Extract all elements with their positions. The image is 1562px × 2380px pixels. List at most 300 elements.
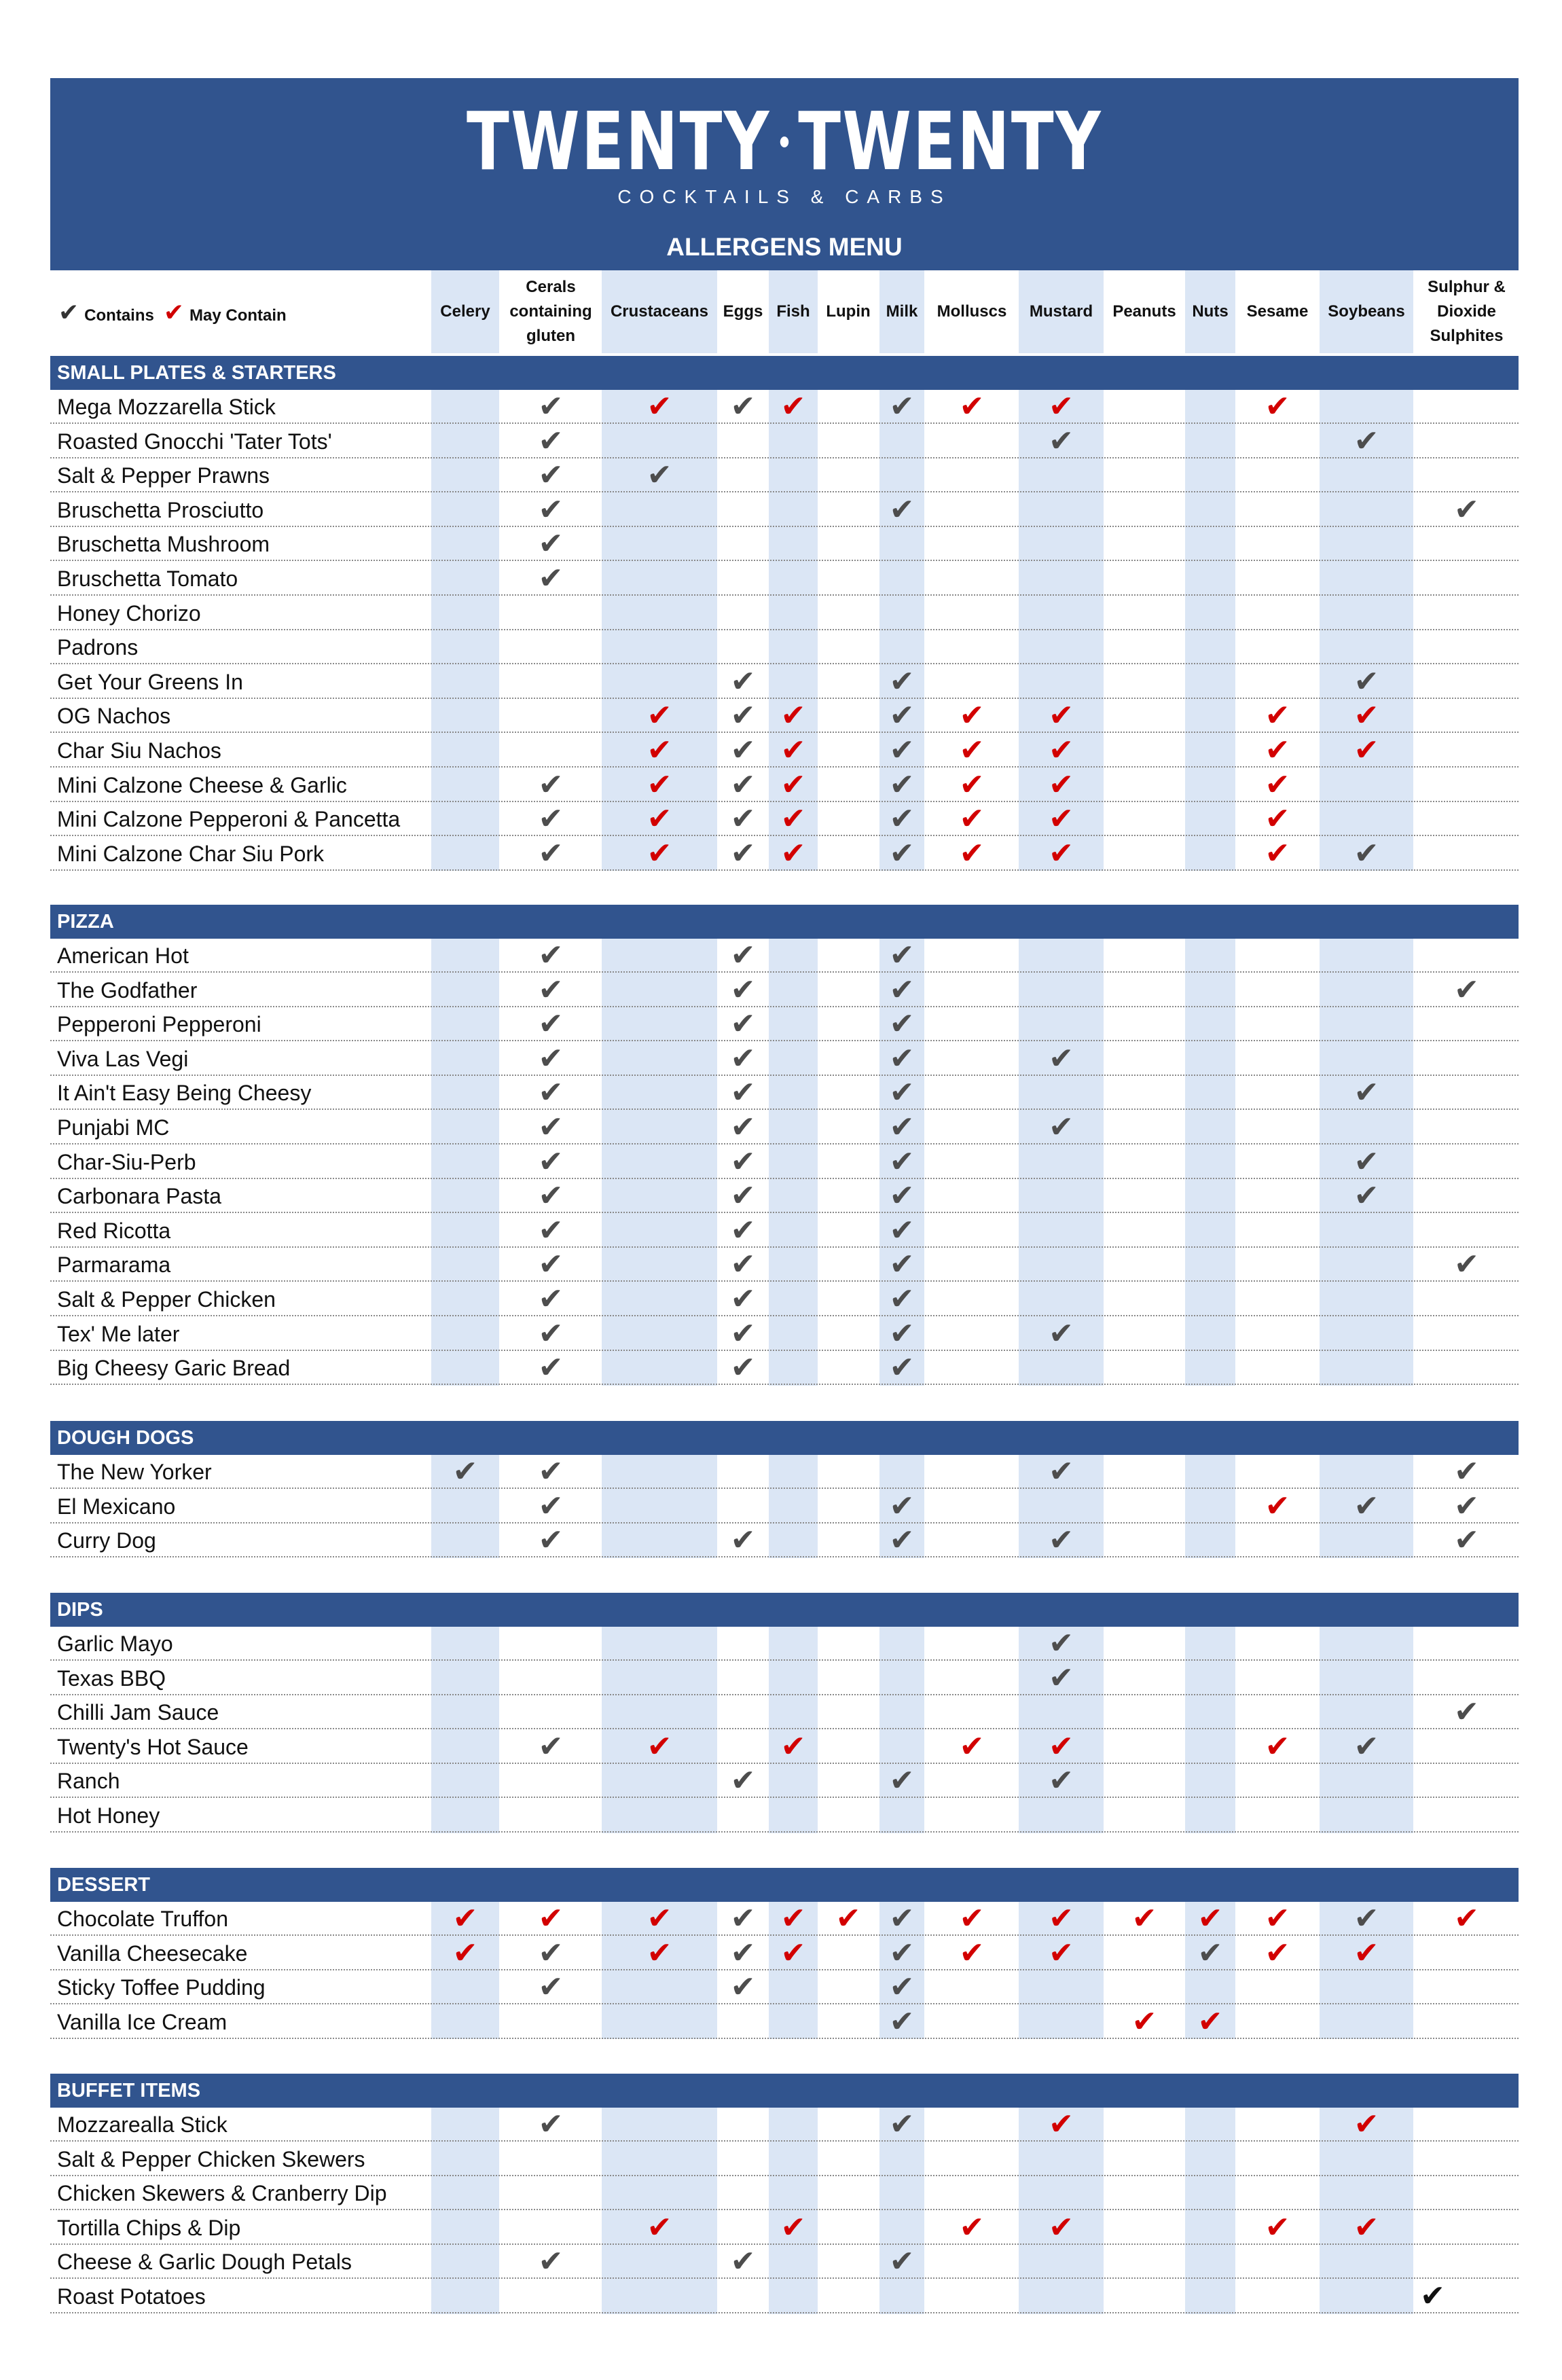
contains-soybeans-check-icon: ✔ [1354,1075,1379,1111]
contains-milk-check-icon: ✔ [889,938,915,973]
may-contain-soybeans-check-icon: ✔ [1354,698,1379,734]
menu-item-name: Cheese & Garlic Dough Petals [57,2250,352,2275]
brand-tagline: COCKTAILS & CARBS [617,186,951,207]
contains-milk-check-icon: ✔ [889,1282,915,1316]
may-contain-mustard-check-icon: ✔ [1049,767,1074,802]
may-contain-crustaceans-check-icon: ✔ [647,698,672,734]
may-contain-crustaceans-check-icon: ✔ [647,767,672,802]
contains-gluten-check-icon: ✔ [538,1729,564,1764]
may-contain-fish-check-icon: ✔ [780,389,806,424]
menu-item-name: Char Siu Nachos [57,738,221,763]
section-header-4 [50,1868,1519,1902]
contains-milk-check-icon: ✔ [889,1075,915,1111]
may-contain-crustaceans-check-icon: ✔ [647,1935,672,1970]
menu-item-row [50,1351,1519,1385]
contains-gluten-check-icon: ✔ [538,2244,564,2279]
menu-item-row [50,1970,1519,2004]
contains-eggs-check-icon: ✔ [730,1350,756,1386]
contains-gluten-check-icon: ✔ [538,938,564,973]
may-contain-fish-check-icon: ✔ [780,733,806,768]
menu-item-row [50,2245,1519,2279]
may-contain-soybeans-check-icon: ✔ [1354,733,1379,768]
menu-item-row [50,458,1519,492]
menu-item-row [50,768,1519,802]
contains-eggs-check-icon: ✔ [730,972,756,1007]
may-contain-mustard-check-icon: ✔ [1049,1729,1074,1764]
menu-item-name: Twenty's Hot Sauce [57,1734,249,1759]
contains-mustard-check-icon: ✔ [1049,1626,1074,1661]
may-contain-fish-check-icon: ✔ [780,767,806,802]
menu-item-row [50,939,1519,973]
contains-milk-check-icon: ✔ [889,1763,915,1799]
may-contain-crustaceans-check-icon: ✔ [647,801,672,837]
may-contain-soybeans-check-icon: ✔ [1354,2210,1379,2245]
contains-gluten-check-icon: ✔ [538,1212,564,1248]
may-contain-fish-check-icon: ✔ [780,1729,806,1764]
contains-sulphites-check-icon: ✔ [1454,1523,1479,1558]
menu-item-name: Texas BBQ [57,1665,166,1691]
menu-item-name: Mini Calzone Cheese & Garlic [57,772,347,797]
menu-item-name: Bruschetta Mushroom [57,532,270,557]
contains-eggs-check-icon: ✔ [730,1763,756,1799]
contains-eggs-check-icon: ✔ [730,698,756,734]
contains-eggs-check-icon: ✔ [730,1316,756,1351]
may-contain-molluscs-check-icon: ✔ [959,1901,985,1936]
menu-item-name: Carbonara Pasta [57,1184,221,1209]
may-contain-mustard-check-icon: ✔ [1049,801,1074,837]
may-contain-fish-check-icon: ✔ [780,2210,806,2245]
contains-eggs-check-icon: ✔ [730,2244,756,2279]
section-header-3 [50,1593,1519,1627]
contains-gluten-check-icon: ✔ [538,2107,564,2142]
menu-item-name: Curry Dog [57,1528,156,1553]
may-contain-nuts-check-icon: ✔ [1197,2004,1223,2039]
contains-gluten-check-icon: ✔ [538,389,564,424]
contains-milk-check-icon: ✔ [889,1144,915,1179]
contains-mustard-check-icon: ✔ [1049,1660,1074,1695]
contains-eggs-check-icon: ✔ [730,1523,756,1558]
contains-milk-check-icon: ✔ [889,2244,915,2279]
menu-header [50,78,1519,270]
contains-mustard-check-icon: ✔ [1049,1523,1074,1558]
menu-item-row [50,2108,1519,2142]
menu-item-name: Viva Las Vegi [57,1046,189,1071]
contains-gluten-check-icon: ✔ [538,1110,564,1144]
contains-soybeans-check-icon: ✔ [1354,1178,1379,1214]
section-header-2 [50,1421,1519,1455]
menu-item-row [50,1111,1519,1144]
menu-item-name: Tex' Me later [57,1321,180,1346]
menu-item-row [50,802,1519,836]
contains-milk-check-icon: ✔ [889,1350,915,1386]
menu-item-row [50,630,1519,664]
contains-eggs-check-icon: ✔ [730,1041,756,1076]
contains-milk-check-icon: ✔ [889,1523,915,1558]
menu-item-name: Chocolate Truffon [57,1907,229,1931]
contains-mustard-check-icon: ✔ [1049,1316,1074,1351]
may-contain-fish-check-icon: ✔ [780,1901,806,1936]
may-contain-crustaceans-check-icon: ✔ [647,2210,672,2245]
menu-item-row [50,699,1519,733]
may-contain-molluscs-check-icon: ✔ [959,1729,985,1764]
may-contain-crustaceans-check-icon: ✔ [647,733,672,768]
contains-milk-check-icon: ✔ [889,2004,915,2039]
contains-eggs-check-icon: ✔ [730,1247,756,1282]
may-contain-mustard-check-icon: ✔ [1049,698,1074,734]
menu-item-row [50,1627,1519,1661]
may-contain-molluscs-check-icon: ✔ [959,1935,985,1970]
menu-item-name: Mini Calzone Char Siu Pork [57,841,325,866]
menu-item-name: American Hot [57,943,189,968]
contains-nuts-check-icon: ✔ [1197,1935,1223,1970]
menu-item-row [50,1730,1519,1764]
menu-item-row [50,1042,1519,1076]
contains-milk-check-icon: ✔ [889,835,915,871]
contains-sulphites-check-icon: ✔ [1454,1488,1479,1523]
menu-title: ALLERGENS MENU [666,233,903,261]
contains-milk-check-icon: ✔ [889,1007,915,1042]
contains-mustard-check-icon: ✔ [1049,423,1074,458]
menu-item-name: Big Cheesy Garic Bread [57,1356,291,1381]
contains-gluten-check-icon: ✔ [538,1144,564,1179]
may-contain-mustard-check-icon: ✔ [1049,1901,1074,1936]
contains-soybeans-check-icon: ✔ [1354,835,1379,871]
legend-contains-label: Contains [84,306,154,325]
menu-item-name: Roast Potatoes [57,2284,206,2309]
may-contain-mustard-check-icon: ✔ [1049,389,1074,424]
brand-logo [212,94,1357,188]
may-contain-gluten-check-icon: ✔ [538,1901,564,1936]
may-contain-molluscs-check-icon: ✔ [959,835,985,871]
contains-gluten-check-icon: ✔ [538,492,564,527]
contains-sulphites-check-icon: ✔ [1420,2279,1445,2313]
menu-item-row [50,1145,1519,1179]
section-title: DESSERT [57,1874,150,1896]
contains-milk-check-icon: ✔ [889,1488,915,1523]
contains-eggs-check-icon: ✔ [730,1075,756,1111]
contains-milk-check-icon: ✔ [889,767,915,802]
contains-sulphites-check-icon: ✔ [1454,1247,1479,1282]
menu-item-row [50,493,1519,527]
may-contain-crustaceans-check-icon: ✔ [647,389,672,424]
may-contain-sesame-check-icon: ✔ [1265,1729,1290,1764]
may-contain-crustaceans-check-icon: ✔ [647,835,672,871]
menu-item-row [50,1523,1519,1557]
column-header-sulphites: Sulphur & Dioxide Sulphites [1428,278,1506,345]
contains-sulphites-check-icon: ✔ [1454,492,1479,527]
contains-eggs-check-icon: ✔ [730,767,756,802]
menu-item-row [50,425,1519,458]
contains-milk-check-icon: ✔ [889,664,915,699]
section-header-1 [50,905,1519,939]
contains-check-icon: ✔ [58,298,79,326]
contains-soybeans-check-icon: ✔ [1354,423,1379,458]
contains-sulphites-check-icon: ✔ [1454,1454,1479,1489]
contains-eggs-check-icon: ✔ [730,938,756,973]
contains-soybeans-check-icon: ✔ [1354,1144,1379,1179]
contains-milk-check-icon: ✔ [889,2107,915,2142]
may-contain-mustard-check-icon: ✔ [1049,835,1074,871]
menu-item-name: Ranch [57,1769,120,1794]
contains-eggs-check-icon: ✔ [730,1144,756,1179]
may-contain-molluscs-check-icon: ✔ [959,698,985,734]
menu-item-row [50,734,1519,768]
contains-mustard-check-icon: ✔ [1049,1454,1074,1489]
menu-item-row [50,2005,1519,2039]
column-header-celery: Celery [440,302,490,321]
menu-item-name: Chilli Jam Sauce [57,1700,219,1725]
menu-item-name: Get Your Greens In [57,669,243,694]
brand-word-2: TWENTY [798,94,1102,188]
contains-gluten-check-icon: ✔ [538,1178,564,1214]
may-contain-sesame-check-icon: ✔ [1265,1935,1290,1970]
menu-item-row [50,1455,1519,1489]
contains-gluten-check-icon: ✔ [538,423,564,458]
section-title: PIZZA [57,911,114,933]
menu-item-row [50,1076,1519,1110]
contains-gluten-check-icon: ✔ [538,526,564,562]
contains-milk-check-icon: ✔ [889,1178,915,1214]
contains-eggs-check-icon: ✔ [730,801,756,837]
menu-item-row [50,527,1519,561]
may-contain-fish-check-icon: ✔ [780,1935,806,1970]
may-contain-sulphites-check-icon: ✔ [1454,1901,1479,1936]
may-contain-peanuts-check-icon: ✔ [1131,1901,1157,1936]
brand-word-1: TWENTY [467,94,771,188]
menu-item-row [50,1214,1519,1248]
may-contain-crustaceans-check-icon: ✔ [647,1901,672,1936]
contains-gluten-check-icon: ✔ [538,835,564,871]
may-contain-sesame-check-icon: ✔ [1265,835,1290,871]
may-contain-mustard-check-icon: ✔ [1049,733,1074,768]
menu-item-name: Char-Siu-Perb [57,1149,196,1174]
contains-milk-check-icon: ✔ [889,972,915,1007]
column-header-soybeans: Soybeans [1328,302,1405,321]
may-contain-sesame-check-icon: ✔ [1265,767,1290,802]
contains-milk-check-icon: ✔ [889,1901,915,1936]
menu-item-name: Red Ricotta [57,1218,171,1243]
may-contain-sesame-check-icon: ✔ [1265,1901,1290,1936]
column-header-lupin: Lupin [826,302,871,321]
contains-mustard-check-icon: ✔ [1049,1110,1074,1144]
contains-milk-check-icon: ✔ [889,801,915,837]
menu-item-name: Chicken Skewers & Cranberry Dip [57,2181,387,2206]
may-contain-mustard-check-icon: ✔ [1049,2210,1074,2245]
menu-item-row [50,665,1519,699]
menu-item-row [50,1317,1519,1351]
contains-gluten-check-icon: ✔ [538,1007,564,1042]
menu-item-name: It Ain't Easy Being Cheesy [57,1081,312,1106]
contains-milk-check-icon: ✔ [889,492,915,527]
may-contain-mustard-check-icon: ✔ [1049,1935,1074,1970]
menu-item-name: Roasted Gnocchi 'Tater Tots' [57,429,332,454]
column-header-fish: Fish [776,302,810,321]
menu-item-row [50,1007,1519,1041]
contains-celery-check-icon: ✔ [452,1454,478,1489]
menu-item-row [50,1695,1519,1729]
may-contain-soybeans-check-icon: ✔ [1354,2107,1379,2142]
contains-gluten-check-icon: ✔ [538,1935,564,1970]
menu-item-name: OG Nachos [57,704,171,729]
menu-item-row [50,562,1519,596]
contains-eggs-check-icon: ✔ [730,1282,756,1316]
contains-gluten-check-icon: ✔ [538,1247,564,1282]
contains-gluten-check-icon: ✔ [538,1454,564,1489]
legend [58,296,287,332]
may-contain-fish-check-icon: ✔ [780,835,806,871]
menu-item-row [50,2176,1519,2210]
may-contain-sesame-check-icon: ✔ [1265,698,1290,734]
legend-may-contain-label: May Contain [189,306,287,325]
menu-item-name: Bruschetta Prosciutto [57,497,264,522]
may-contain-crustaceans-check-icon: ✔ [647,1729,672,1764]
may-contain-soybeans-check-icon: ✔ [1354,1935,1379,1970]
may-contain-sesame-check-icon: ✔ [1265,389,1290,424]
menu-item-name: Honey Chorizo [57,600,201,626]
menu-item-row [50,1248,1519,1282]
column-header-peanuts: Peanuts [1112,302,1176,321]
contains-eggs-check-icon: ✔ [730,835,756,871]
contains-eggs-check-icon: ✔ [730,1970,756,2005]
contains-milk-check-icon: ✔ [889,1316,915,1351]
contains-mustard-check-icon: ✔ [1049,1041,1074,1076]
may-contain-molluscs-check-icon: ✔ [959,2210,985,2245]
menu-item-name: The Godfather [57,977,198,1003]
menu-item-name: Parmarama [57,1252,171,1278]
may-contain-sesame-check-icon: ✔ [1265,2210,1290,2245]
may-contain-sesame-check-icon: ✔ [1265,801,1290,837]
contains-soybeans-check-icon: ✔ [1354,1488,1379,1523]
contains-sulphites-check-icon: ✔ [1454,1695,1479,1730]
contains-eggs-check-icon: ✔ [730,664,756,699]
section-title: BUFFET ITEMS [57,2080,201,2102]
contains-milk-check-icon: ✔ [889,1041,915,1076]
menu-item-name: Salt & Pepper Prawns [57,463,270,488]
column-header-gluten: Cerals containing gluten [509,278,592,345]
contains-gluten-check-icon: ✔ [538,1075,564,1111]
may-contain-lupin-check-icon: ✔ [835,1901,861,1936]
menu-item-name: Hot Honey [57,1803,160,1828]
menu-item-name: Vanilla Cheesecake [57,1941,248,1966]
menu-item-row [50,2211,1519,2245]
menu-item-row [50,596,1519,630]
may-contain-fish-check-icon: ✔ [780,698,806,734]
may-contain-sesame-check-icon: ✔ [1265,1488,1290,1523]
menu-item-name: Vanilla Ice Cream [57,2009,228,2034]
contains-gluten-check-icon: ✔ [538,767,564,802]
may-contain-nuts-check-icon: ✔ [1197,1901,1223,1936]
menu-item-row [50,1282,1519,1316]
contains-milk-check-icon: ✔ [889,1110,915,1144]
contains-milk-check-icon: ✔ [889,389,915,424]
menu-item-name: Salt & Pepper Chicken [57,1287,276,1312]
contains-gluten-check-icon: ✔ [538,1488,564,1523]
menu-item-row [50,837,1519,871]
may-contain-molluscs-check-icon: ✔ [959,389,985,424]
menu-item-name: El Mexicano [57,1494,176,1519]
may-contain-mustard-check-icon: ✔ [1049,2107,1074,2142]
menu-item-row [50,2279,1519,2313]
contains-eggs-check-icon: ✔ [730,1178,756,1214]
contains-gluten-check-icon: ✔ [538,1282,564,1316]
menu-item-name: Mozzarealla Stick [57,2112,228,2137]
contains-gluten-check-icon: ✔ [538,1970,564,2005]
contains-soybeans-check-icon: ✔ [1354,1901,1379,1936]
contains-crustaceans-check-icon: ✔ [647,458,672,493]
menu-item-name: Mega Mozzarella Stick [57,395,276,419]
menu-item-name: Tortilla Chips & Dip [57,2215,241,2240]
menu-item-name: Punjabi MC [57,1115,170,1140]
may-contain-celery-check-icon: ✔ [452,1901,478,1936]
menu-item-row [50,2142,1519,2176]
menu-item-row [50,1661,1519,1695]
contains-milk-check-icon: ✔ [889,1247,915,1282]
may-contain-check-icon: ✔ [163,298,185,326]
contains-eggs-check-icon: ✔ [730,1935,756,1970]
menu-item-row [50,390,1519,424]
menu-item-name: Garlic Mayo [57,1631,173,1656]
menu-item-row [50,973,1519,1007]
contains-sulphites-check-icon: ✔ [1454,972,1479,1007]
column-header-mustard: Mustard [1029,302,1093,321]
may-contain-sesame-check-icon: ✔ [1265,733,1290,768]
column-header-nuts: Nuts [1192,302,1229,321]
contains-gluten-check-icon: ✔ [538,1316,564,1351]
section-title: SMALL PLATES & STARTERS [57,362,336,384]
contains-milk-check-icon: ✔ [889,733,915,768]
contains-gluten-check-icon: ✔ [538,561,564,596]
contains-gluten-check-icon: ✔ [538,1350,564,1386]
may-contain-molluscs-check-icon: ✔ [959,801,985,837]
may-contain-peanuts-check-icon: ✔ [1131,2004,1157,2039]
contains-milk-check-icon: ✔ [889,698,915,734]
contains-mustard-check-icon: ✔ [1049,1763,1074,1799]
may-contain-fish-check-icon: ✔ [780,801,806,837]
contains-gluten-check-icon: ✔ [538,801,564,837]
menu-item-name: Sticky Toffee Pudding [57,1975,266,2000]
contains-soybeans-check-icon: ✔ [1354,1729,1379,1764]
menu-item-name: Mini Calzone Pepperoni & Pancetta [57,807,401,832]
menu-item-row [50,1490,1519,1523]
column-header-crustaceans: Crustaceans [610,302,709,321]
contains-milk-check-icon: ✔ [889,1212,915,1248]
contains-gluten-check-icon: ✔ [538,1523,564,1558]
menu-item-name: Pepperoni Pepperoni [57,1012,261,1037]
menu-item-row [50,1902,1519,1936]
contains-eggs-check-icon: ✔ [730,1007,756,1042]
column-header-molluscs: Molluscs [937,302,1007,321]
may-contain-celery-check-icon: ✔ [452,1935,478,1970]
contains-eggs-check-icon: ✔ [730,1212,756,1248]
menu-item-name: Salt & Pepper Chicken Skewers [57,2146,365,2171]
menu-item-row [50,1799,1519,1833]
may-contain-molluscs-check-icon: ✔ [959,767,985,802]
contains-eggs-check-icon: ✔ [730,389,756,424]
column-header-eggs: Eggs [723,302,763,321]
menu-item-row [50,1936,1519,1970]
may-contain-molluscs-check-icon: ✔ [959,733,985,768]
contains-eggs-check-icon: ✔ [730,733,756,768]
menu-item-name: Padrons [57,635,139,660]
section-header-0 [50,356,1519,390]
menu-item-row [50,1764,1519,1798]
contains-milk-check-icon: ✔ [889,1970,915,2005]
contains-eggs-check-icon: ✔ [730,1901,756,1936]
contains-eggs-check-icon: ✔ [730,1110,756,1144]
contains-milk-check-icon: ✔ [889,1935,915,1970]
menu-item-name: The New Yorker [57,1460,212,1484]
contains-soybeans-check-icon: ✔ [1354,664,1379,699]
